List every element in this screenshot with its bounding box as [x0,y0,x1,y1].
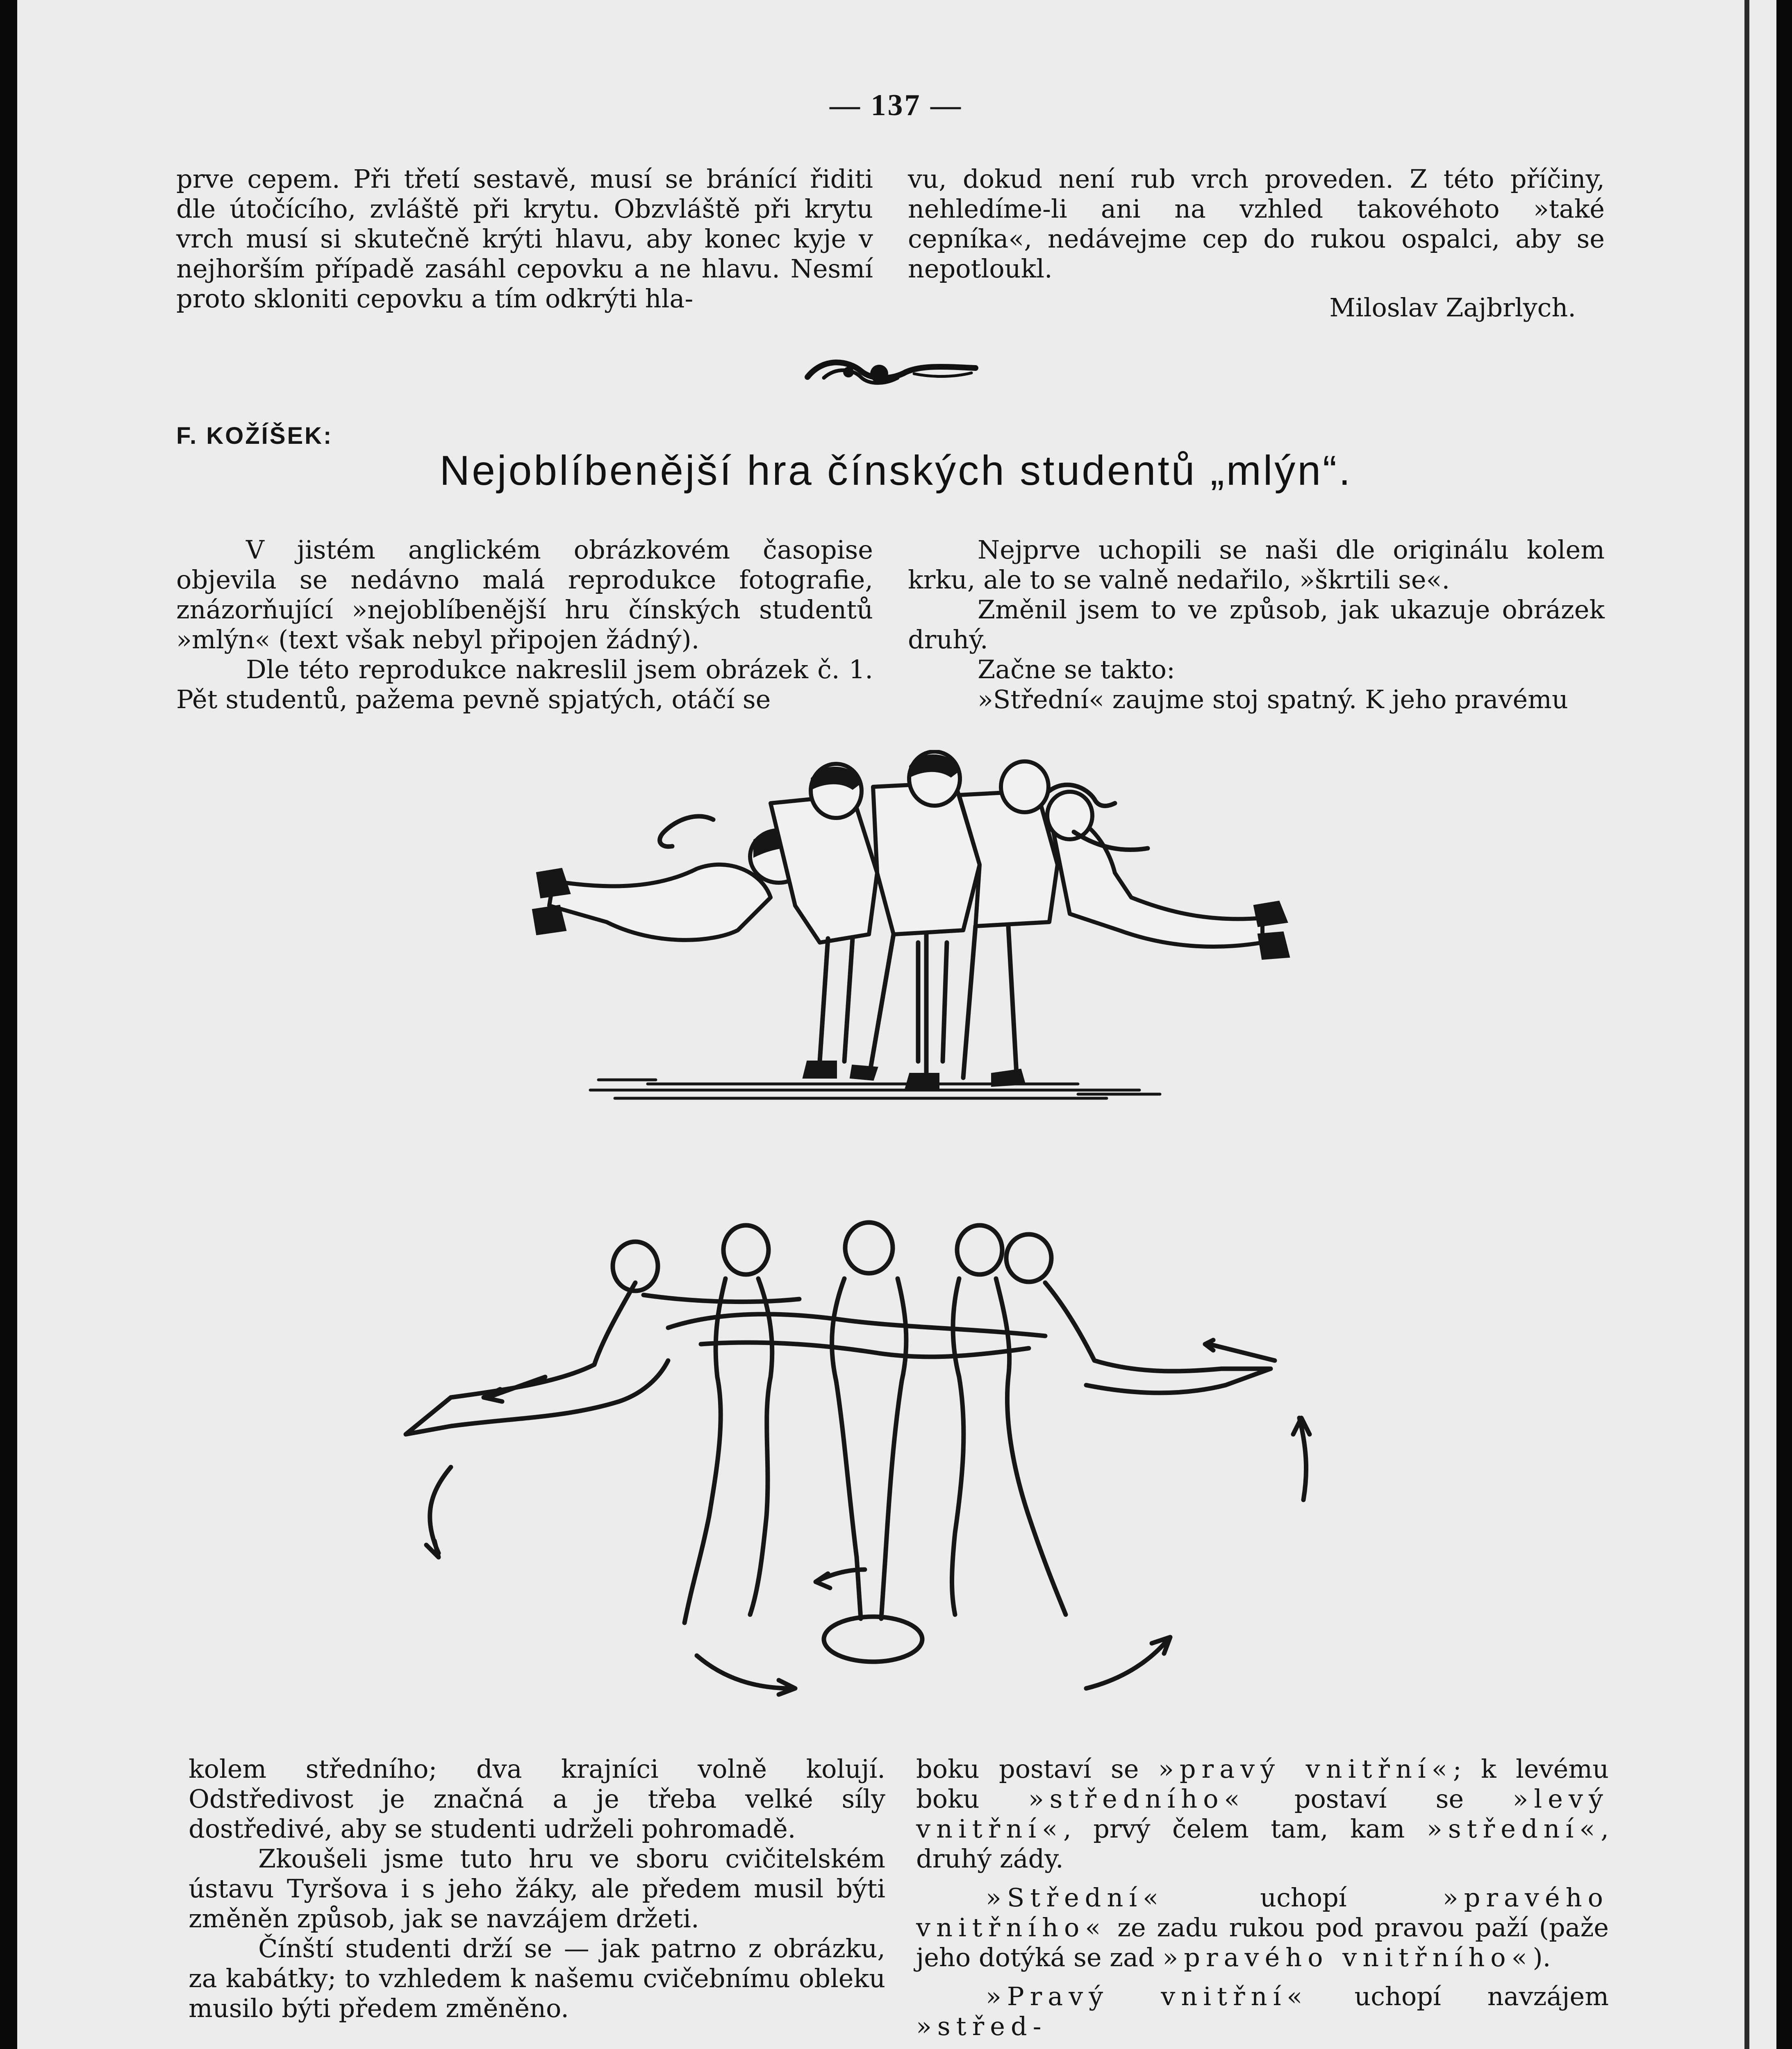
paragraph: Nejprve uchopili se naši dle originálu kolem krku, ale to se valně nedařilo, »škrtili se«. [908,535,1605,595]
page-number: — 137 — [830,89,962,122]
paragraph: Dle této reprodukce nakreslil jsem obrázek č. 1. Pět studentů, pažema pevně spjatých, otáčí se [176,654,873,714]
paragraph: Změnil jsem to ve způsob, jak ukazuje obrázek druhý. [908,595,1605,654]
paragraph: »Střední« uchopí »pravého vnitřního« ze zadu rukou pod pravou paží (paže jeho dotýká se zad »pravého vnitřního«). [916,1883,1609,1972]
bottom-left-column [189,1754,885,2023]
figure-1-illustration [484,750,1336,1143]
paragraph: boku postaví se »pravý vnitřní«; k levému boku »středního« postaví se »levý vnitřní«, prvý čelem tam, kam »střední«, druhý zády. [916,1754,1609,1874]
previous-article-text-left: prve cepem. Při třetí sestavě, musí se bránící řiditi dle útočícího, zvláště při krytu. Obzvláště při krytu vrch musí si skutečně krýti hlavu, aby konec kyje v nejhorším případě zasáhl cepovku a ne hlavu. Nesmí proto skloniti cepovku a tím odkrýti hla- [176,164,873,313]
paragraph: »Pravý vnitřní« uchopí navzájem »střed- [916,1981,1609,2041]
top-left-column [176,164,873,313]
paragraph: Zkoušeli jsme tuto hru ve sboru cvičitelském ústavu Tyršova i s jeho žáky, ale předem musil býti změněn způsob, jak se navzájem držeti. [189,1844,885,1933]
signature: Miloslav Zajbrlych. [1329,293,1576,323]
figure-2-illustration [389,1205,1406,1729]
paragraph: »Střední« zaujme stoj spatný. K jeho pravému [978,684,1568,714]
scan-border-left [0,0,17,2049]
paragraph: Začne se takto: [978,654,1175,684]
paragraph: kolem středního; dva krajníci volně kolují. Odstředivost je značná a je třeba velké síly dostředivé, aby se studenti udrželi pohromadě. [189,1754,885,1844]
intro-right-column [908,535,1605,714]
top-right-column [908,164,1605,323]
article-title: Nejoblíbenější hra čínských studentů „mlýn“. [439,447,1353,494]
previous-article-text-right: vu, dokud není rub vrch proveden. Z této příčiny, nehledíme-li ani na vzhled takovéhoto »také cepníka«, nedávejme cep do rukou ospalci, aby se nepotloukl. [908,164,1605,284]
paragraph: Čínští studenti drží se — jak patrno z obrázku, za kabátky; to vzhledem k našemu cvičebnímu obleku musilo býti předem změněno. [189,1933,885,2023]
paragraph: V jistém anglickém obrázkovém časopise objevila se nedávno malá reprodukce fotografie, znázorňující »nejoblíbenější hru čínských studentů »mlýn« (text však nebyl připojen žádný). [176,535,873,654]
intro-left-column [176,535,873,714]
ornament-divider [799,348,984,393]
scan-border-inner-right [1744,0,1749,2049]
article-author: F. KOŽÍŠEK: [176,423,333,449]
scan-border-right [1776,0,1792,2049]
bottom-right-column [916,1754,1609,2041]
